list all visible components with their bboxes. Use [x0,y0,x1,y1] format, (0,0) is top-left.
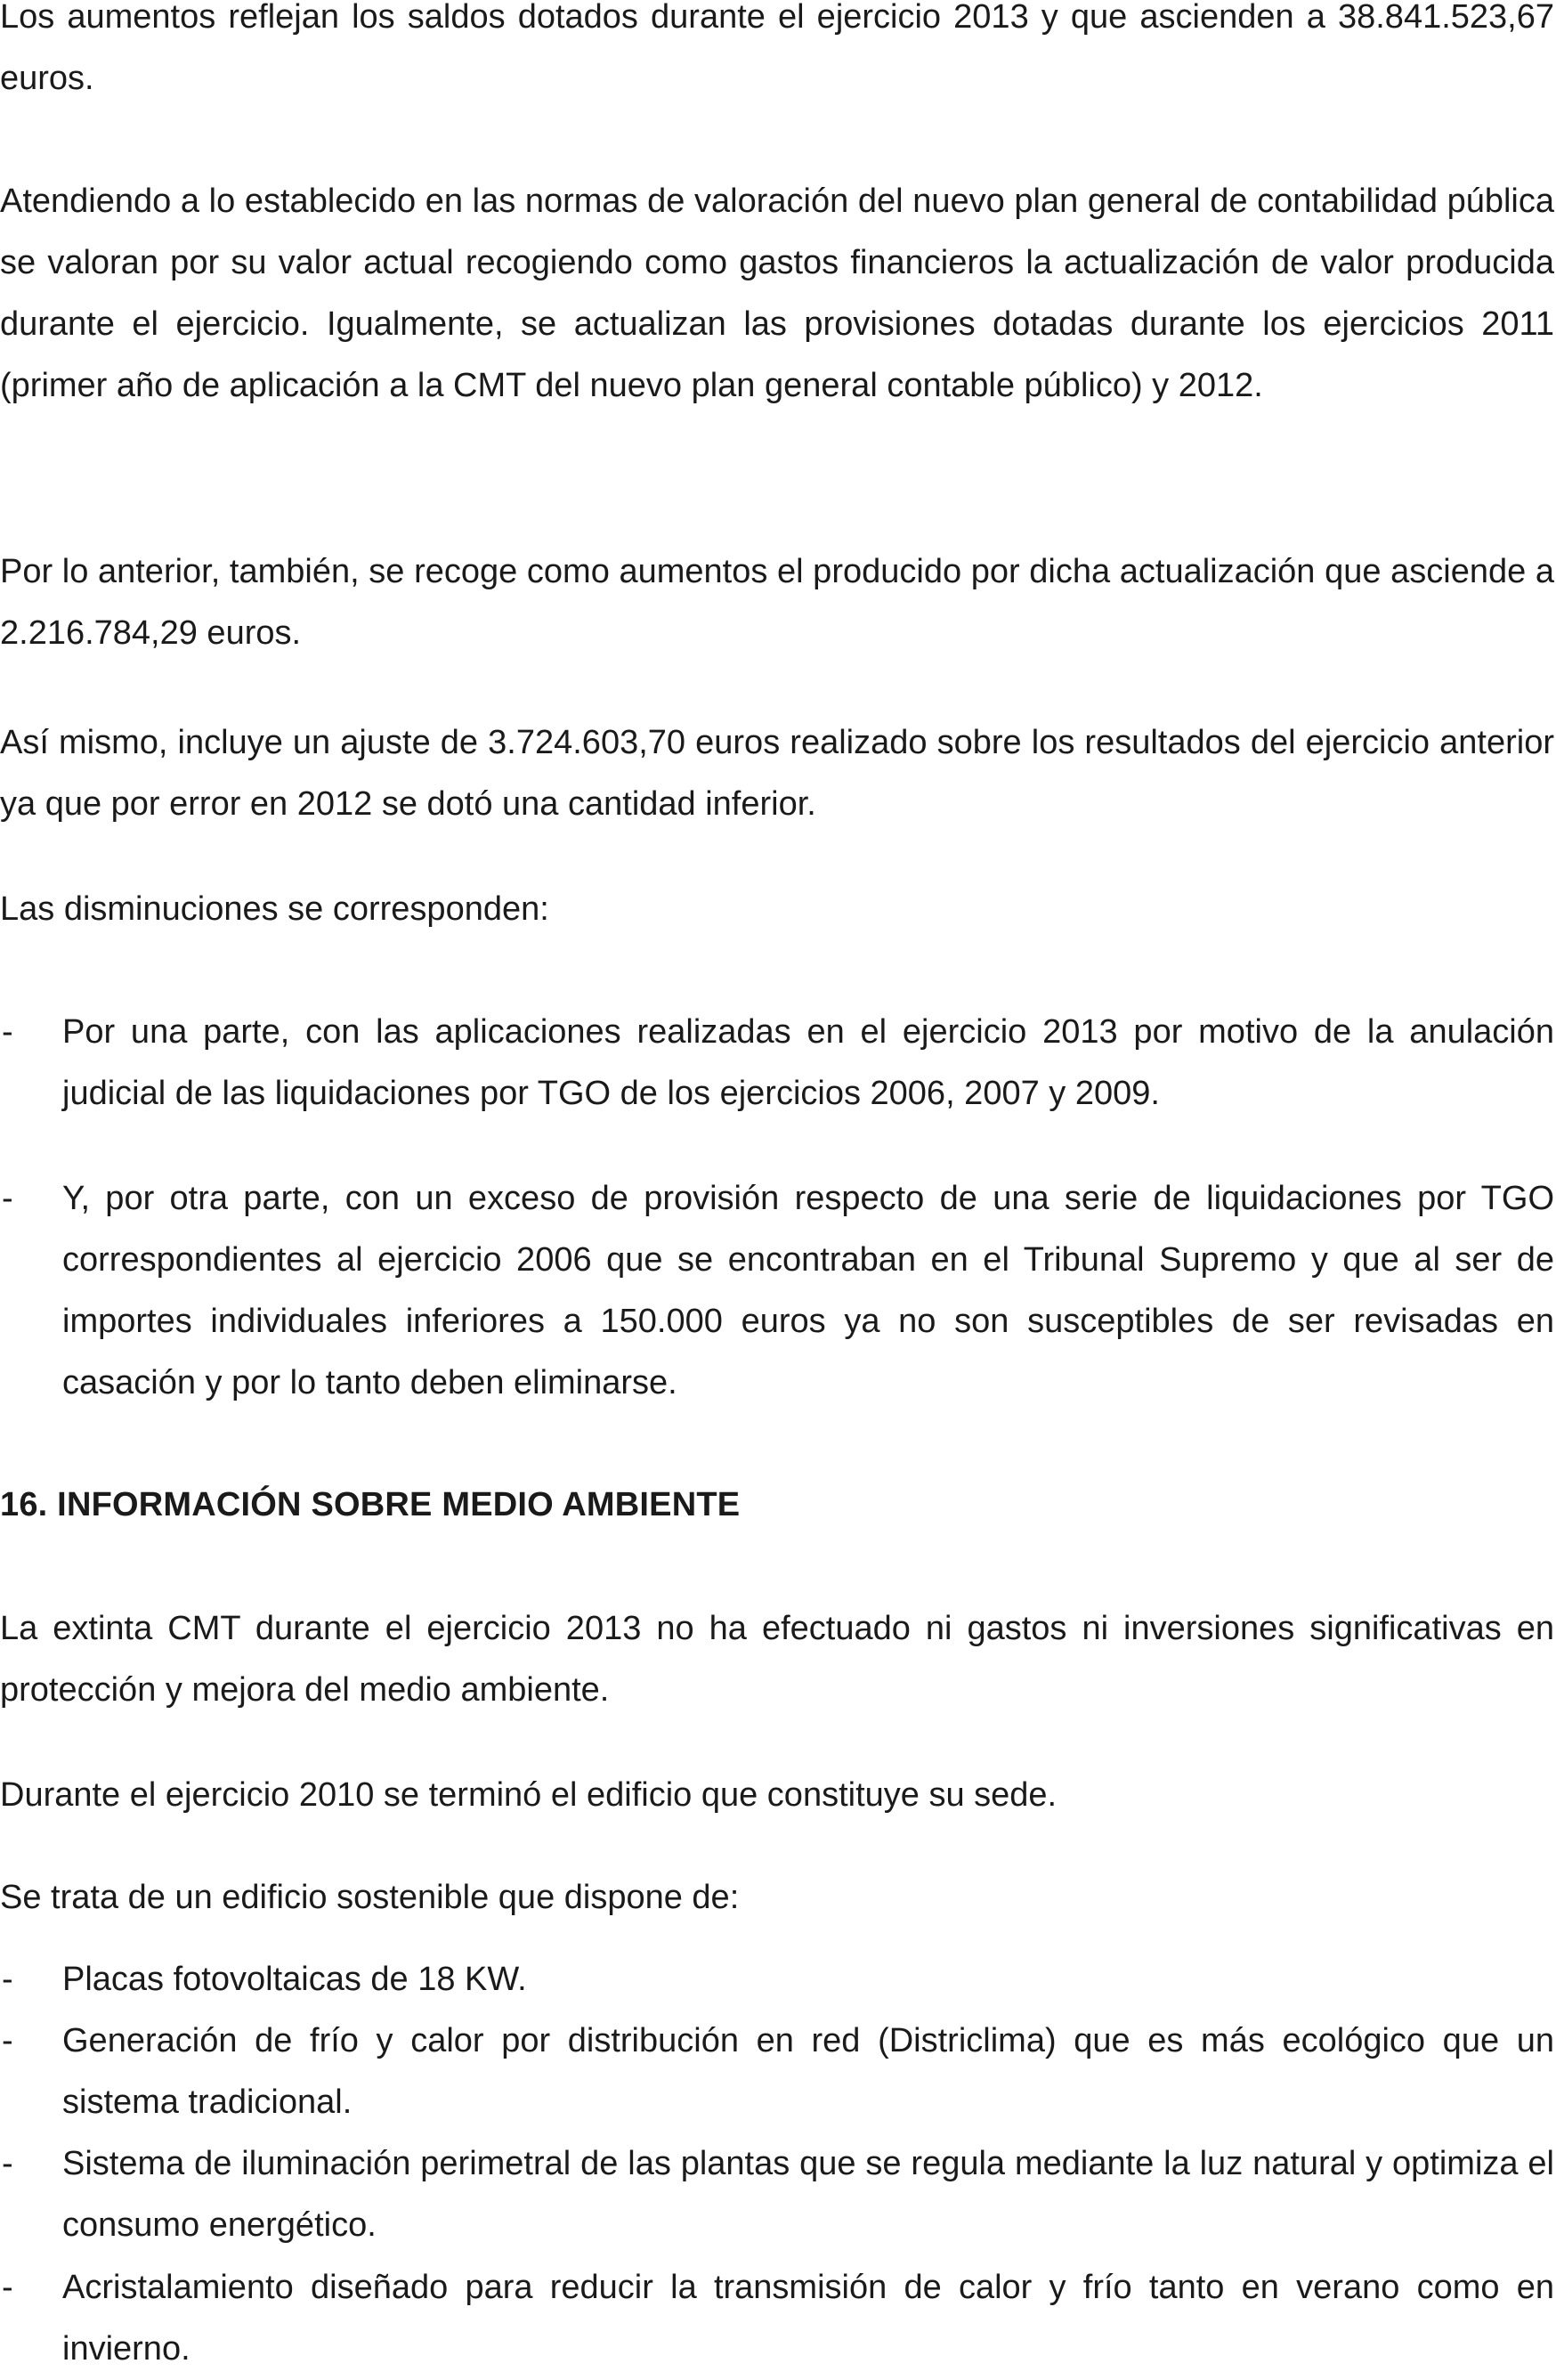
paragraph-edificio-sede: Durante el ejercicio 2010 se terminó el edificio que constituye su sede. [0,1776,1058,1814]
paragraph-normas-valoracion: Atendiendo a lo establecido en las normas de valoración del nuevo plan general de contabilidad pública se valoran por su valor actual recogiendo como gastos financieros la actualización de valor producida durante el ejercicio. Igualmente, se actualizan las provisiones dotadas durante los ejercicios 2011 (primer año de aplicación a la CMT del nuevo plan general contable público) y 2012. [0,183,1554,404]
list-dash: - [2,1961,13,1998]
paragraph-gastos-medio-ambiente: La extinta CMT durante el ejercicio 2013 no ha efectuado ni gastos ni inversiones significativas en protección y mejora del medio ambiente. [0,1610,1554,1709]
paragraph-actualizacion: Por lo anterior, también, se recoge como aumentos el producido por dicha actualización que asciende a 2.216.784,29 euros. [0,553,1554,652]
paragraph-disminuciones: Las disminuciones se corresponden: [0,890,549,928]
list-item [0,2010,1554,2133]
list-item [0,2133,1554,2256]
list-item [0,1949,1554,2010]
list-item-text: Placas fotovoltaicas de 18 KW. [62,1961,527,1998]
list-dash: - [2,2269,13,2306]
paragraph-edificio-sostenible: Se trata de un edificio sostenible que dispone de: [0,1879,740,1916]
paragraph-ajuste: Así mismo, incluye un ajuste de 3.724.603,70 euros realizado sobre los resultados del ejercicio anterior ya que por error en 2012 se dotó una cantidad inferior. [0,724,1554,823]
paragraph-aumentos-saldos: Los aumentos reflejan los saldos dotados durante el ejercicio 2013 y que ascienden a 38.841.523,67 euros. [0,0,1554,97]
list-item [0,1002,1554,1125]
list-dash: - [2,2022,13,2059]
list-item [0,1168,1554,1414]
list-item-text: Acristalamiento diseñado para reducir la transmisión de calor y frío tanto en verano como en invierno. [62,2269,1554,2368]
list-item-text: Generación de frío y calor por distribución en red (Districlima) que es más ecológico que un sistema tradicional. [62,2022,1554,2121]
section-heading: 16. INFORMACIÓN SOBRE MEDIO AMBIENTE [0,1486,741,1523]
list-dash: - [2,1180,13,1217]
list-item [0,2257,1554,2380]
list-dash: - [2,1013,13,1051]
list-dash: - [2,2145,13,2182]
list-item-text: Y, por otra parte, con un exceso de provisión respecto de una serie de liquidaciones por TGO correspondientes al ejercicio 2006 que se encontraban en el Tribunal Supremo y que al ser de importes individuales inferiores a 150.000 euros ya no son susceptibles de ser revisadas en casación y por lo tanto deben eliminarse. [62,1180,1554,1401]
list-item-text: Sistema de iluminación perimetral de las plantas que se regula mediante la luz natural y optimiza el consumo energético. [62,2145,1554,2244]
list-item-text: Por una parte, con las aplicaciones realizadas en el ejercicio 2013 por motivo de la anulación judicial de las liquidaciones por TGO de los ejercicios 2006, 2007 y 2009. [62,1013,1554,1112]
